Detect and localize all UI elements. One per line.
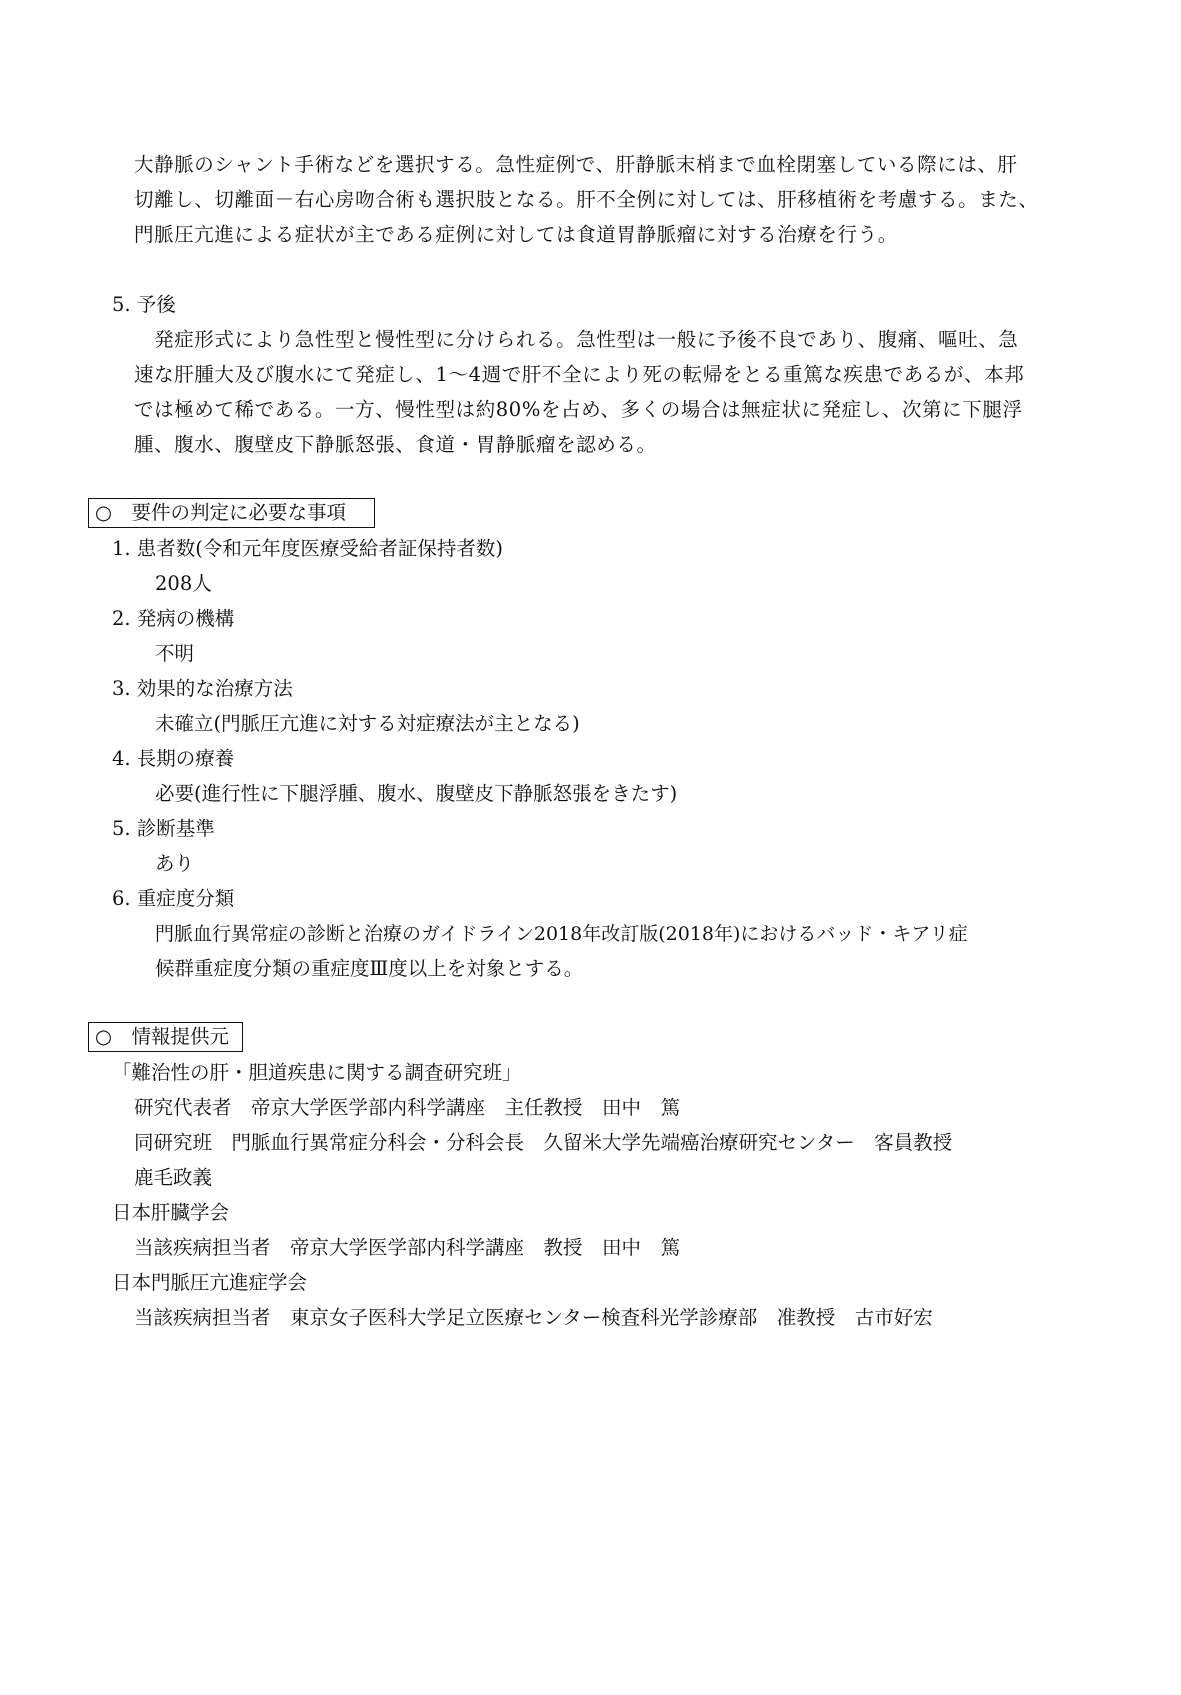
treatment-line-3: 門脈圧亢進による症状が主である症例に対しては食道胃静脈瘤に対する治療を行う。	[134, 223, 898, 246]
prognosis-heading: 5. 予後	[112, 293, 176, 316]
requirements-heading: ○ 要件の判定に必要な事項	[95, 501, 347, 524]
req-item-5-label: 5. 診断基準	[112, 817, 215, 840]
req-item-4-value: 必要(進行性に下腿浮腫、腹水、腹壁皮下静脈怒張をきたす)	[155, 782, 678, 805]
society-portal-hypertension: 日本門脈圧亢進症学会	[112, 1271, 308, 1294]
req-item-3-value: 未確立(門脈圧亢進に対する対症療法が主となる)	[155, 712, 580, 735]
req-item-2-value: 不明	[155, 642, 195, 665]
req-item-4-label: 4. 長期の療養	[112, 747, 235, 770]
society-portal-hypertension-contact: 当該疾病担当者 東京女子医科大学足立医療センター検査科光学診療部 准教授 古市好宏	[134, 1306, 933, 1329]
prognosis-line-3: では極めて稀である。一方、慢性型は約80%を占め、多くの場合は無症状に発症し、次第に下腿浮	[134, 398, 1023, 421]
society-liver-contact: 当該疾病担当者 帝京大学医学部内科学講座 教授 田中 篤	[134, 1236, 681, 1259]
prognosis-line-1: 発症形式により急性型と慢性型に分けられる。急性型は一般に予後不良であり、腹痛、嘔吐、急	[134, 328, 1019, 351]
requirements-heading-box	[88, 498, 375, 528]
info-provider-heading-box	[88, 1022, 243, 1052]
req-item-6-label: 6. 重症度分類	[112, 887, 235, 910]
prognosis-line-4: 腫、腹水、腹壁皮下静脈怒張、食道・胃静脈瘤を認める。	[134, 433, 657, 456]
req-item-3-label: 3. 効果的な治療方法	[112, 677, 293, 700]
req-item-1-label: 1. 患者数(令和元年度医療受給者証保持者数)	[112, 537, 504, 560]
info-provider-heading: ○ 情報提供元	[95, 1025, 230, 1048]
research-representative: 研究代表者 帝京大学医学部内科学講座 主任教授 田中 篤	[134, 1096, 681, 1119]
research-group-name: 「難治性の肝・胆道疾患に関する調査研究班」	[112, 1061, 522, 1084]
treatment-line-2: 切離し、切離面－右心房吻合術も選択肢となる。肝不全例に対しては、肝移植術を考慮する。また、	[134, 188, 1039, 211]
req-item-6-value-2: 候群重症度分類の重症度Ⅲ度以上を対象とする。	[155, 957, 584, 980]
treatment-line-1: 大静脈のシャント手術などを選択する。急性症例で、肝静脈末梢まで血栓閉塞している際には、肝	[134, 153, 1018, 176]
req-item-6-value-1: 門脈血行異常症の診断と治療のガイドライン2018年改訂版(2018年)におけるバッド・キアリ症	[155, 923, 968, 945]
research-subgroup-member-name: 鹿毛政義	[134, 1166, 213, 1189]
req-item-2-label: 2. 発病の機構	[112, 607, 235, 630]
research-subgroup-member: 同研究班 門脈血行異常症分科会・分科会長 久留米大学先端癌治療研究センター 客員教授	[134, 1131, 953, 1154]
society-liver: 日本肝臓学会	[112, 1201, 230, 1224]
req-item-5-value: あり	[155, 852, 195, 875]
req-item-1-value: 208人	[155, 572, 212, 595]
prognosis-line-2: 速な肝腫大及び腹水にて発症し、1～4週で肝不全により死の転帰をとる重篤な疾患であるが、本邦	[134, 363, 1025, 386]
